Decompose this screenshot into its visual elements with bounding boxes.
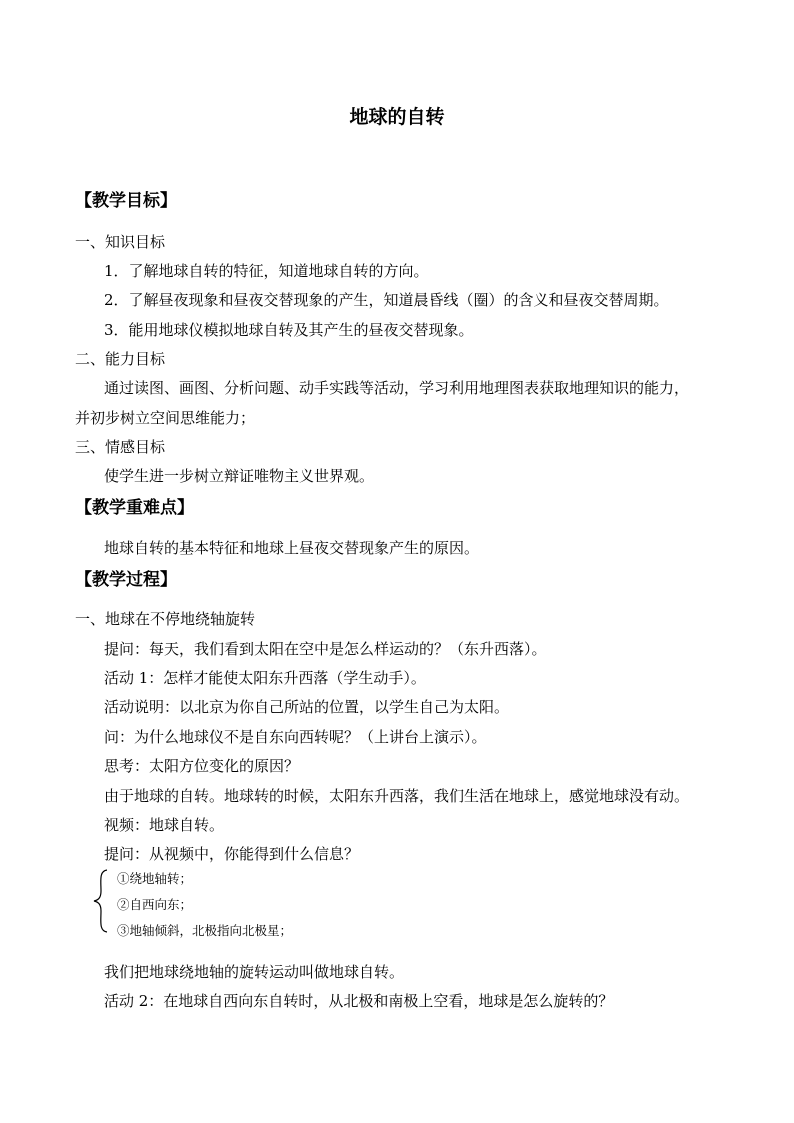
process-line: 提问：每天，我们看到太阳在空中是怎么样运动的？（东升西落）。 (104, 640, 547, 658)
section-heading-process: 【教学过程】 (75, 570, 177, 590)
knowledge-goal-item: 2．了解昼夜现象和昼夜交替现象的产生，知道晨昏线（圈）的含义和昼夜交替周期。 (104, 291, 669, 309)
emotion-goals-heading: 三、情感目标 (75, 438, 166, 456)
knowledge-goals-heading: 一、知识目标 (75, 233, 166, 251)
process-line: 由于地球的自转。地球转的时候，太阳东升西落，我们生活在地球上，感觉地球没有动。 (104, 787, 690, 805)
ability-goals-text: 通过读图、画图、分析问题、动手实践等活动，学习利用地理图表获取地理知识的能力， (104, 379, 690, 397)
process-line: 活动说明：以北京为你自己所站的位置，以学生自己为太阳。 (104, 698, 510, 716)
ability-goals-heading: 二、能力目标 (75, 350, 166, 368)
document-title: 地球的自转 (349, 106, 445, 128)
section-heading-goals: 【教学目标】 (75, 191, 177, 211)
process-line: 思考：太阳方位变化的原因？ (104, 757, 300, 775)
section-heading-key-points: 【教学重难点】 (75, 498, 194, 518)
activity-2-text: 活动 2：在地球自西向东自转时，从北极和南极上空看，地球是怎么旋转的？ (104, 992, 614, 1010)
knowledge-goal-item: 3．能用地球仪模拟地球自转及其产生的昼夜交替现象。 (104, 321, 474, 339)
process-heading: 一、地球在不停地绕轴旋转 (75, 610, 256, 628)
ability-goals-text: 并初步树立空间思维能力； (75, 409, 256, 427)
process-line: 提问：从视频中，你能得到什么信息？ (104, 845, 360, 863)
emotion-goals-text: 使学生进一步树立辩证唯物主义世界观。 (104, 467, 375, 485)
info-item: ③地轴倾斜，北极指向北极星； (117, 923, 293, 938)
process-line: 问：为什么地球仪不是自东向西转呢？（上讲台上演示）。 (104, 728, 487, 746)
key-points-text: 地球自转的基本特征和地球上昼夜交替现象产生的原因。 (104, 539, 480, 557)
info-item: ②自西向东； (117, 897, 193, 912)
knowledge-goal-item: 1．了解地球自转的特征，知道地球自转的方向。 (104, 262, 429, 280)
info-item: ①绕地轴转； (117, 871, 193, 886)
process-line: 视频：地球自转。 (104, 816, 225, 834)
left-brace-icon (92, 869, 110, 933)
definition-text: 我们把地球绕地轴的旋转运动叫做地球自转。 (104, 963, 405, 981)
process-line: 活动 1：怎样才能使太阳东升西落（学生动手）。 (104, 669, 426, 687)
